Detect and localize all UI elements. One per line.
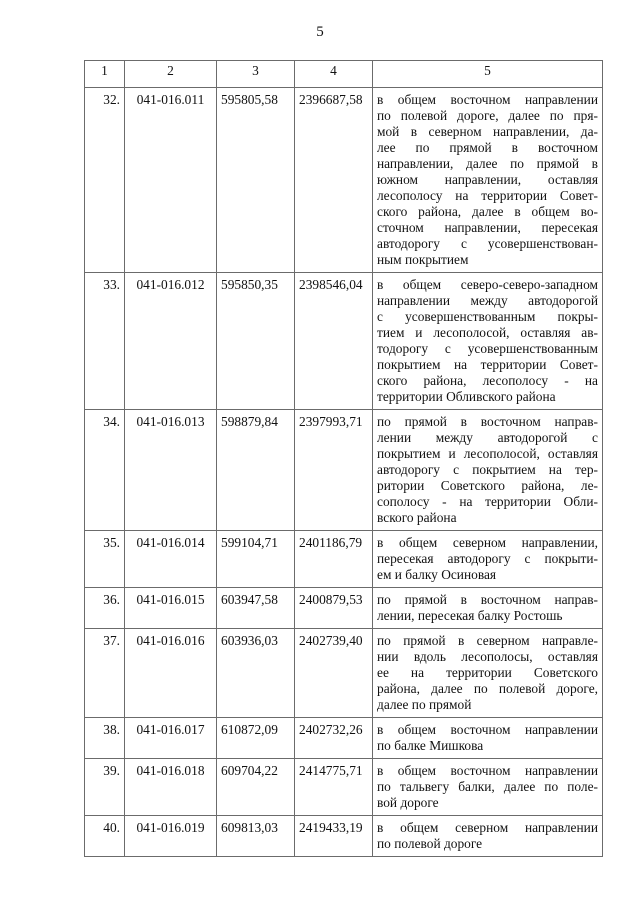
description-line: по полевой дороге [377,836,483,851]
coordinate-y: 2419433,19 [295,816,373,857]
coordinate-x: 595805,58 [217,88,295,273]
description-line: вой дороге [377,795,439,810]
column-header-x: 3 [217,61,295,88]
boundary-description [373,410,603,531]
description-line: по прямой в восточном направ- [377,414,598,429]
coordinate-y: 2400879,53 [295,588,373,629]
description-line: автодорогу с покрытием на тер- [377,462,598,477]
description-line: ритории Советского района, ле- [377,478,598,493]
row-number: 37. [85,629,125,718]
description-line: нии вдоль лесополосы, оставляя [377,649,598,664]
description-line: автодорогу с усовершенствован- [377,236,598,251]
coordinate-x: 603947,58 [217,588,295,629]
description-line: лении между автодорогой с [377,430,598,445]
column-header-code: 2 [125,61,217,88]
column-header-description: 5 [373,61,603,88]
description-line: тодорогу с усовершенствованным [377,341,598,356]
description-line: лесополосу на территории Совет- [377,188,598,203]
boundary-description [373,759,603,816]
point-code: 041-016.017 [125,718,217,759]
coordinate-y: 2414775,71 [295,759,373,816]
description-line: ем и балку Осиновая [377,567,497,582]
description-line: далее по прямой [377,697,472,712]
description-line: пересекая автодорогу с покрыти- [377,551,598,566]
description-line: ным покрытием [377,252,469,267]
description-line: в общем восточном направлении [377,722,598,737]
description-line: южном направлении, оставляя [377,172,598,187]
description-line: направлении между автодорогой [377,293,598,308]
table-row [85,718,603,759]
point-code: 041-016.014 [125,531,217,588]
description-line: по прямой в восточном направ- [377,592,598,607]
page-number: 5 [316,24,324,40]
row-number: 38. [85,718,125,759]
table-row [85,531,603,588]
description-line: в общем северо-северо-западном [377,277,598,292]
description-line: в общем восточном направлении [377,763,598,778]
description-line: покрытием и лесополосой, оставляя [377,446,598,461]
description-line: с усовершенствованным покры- [377,309,598,324]
coordinate-x: 609704,22 [217,759,295,816]
point-code: 041-016.012 [125,273,217,410]
description-line: района, далее по полевой дороге, [377,681,598,696]
coordinate-y: 2397993,71 [295,410,373,531]
table-header-row [85,61,603,88]
column-header-number: 1 [85,61,125,88]
description-line: лее по прямой в восточном [377,140,598,155]
point-code: 041-016.015 [125,588,217,629]
boundary-description [373,588,603,629]
coordinate-y: 2398546,04 [295,273,373,410]
row-number: 32. [85,88,125,273]
row-number: 40. [85,816,125,857]
coordinate-x: 599104,71 [217,531,295,588]
description-line: вского района [377,510,457,525]
boundary-points-table [84,60,603,857]
description-line: ее на территории Советского [377,665,598,680]
description-line: по прямой в северном направле- [377,633,598,648]
coordinate-x: 609813,03 [217,816,295,857]
description-line: по полевой дороге, далее по пря- [377,108,598,123]
column-header-y: 4 [295,61,373,88]
table-row [85,88,603,273]
boundary-description [373,816,603,857]
description-line: в общем северном направлении, [377,535,598,550]
point-code: 041-016.018 [125,759,217,816]
table-row [85,629,603,718]
point-code: 041-016.013 [125,410,217,531]
row-number: 34. [85,410,125,531]
coordinate-x: 595850,35 [217,273,295,410]
description-line: территории Обливского района [377,389,556,404]
coordinate-y: 2396687,58 [295,88,373,273]
description-line: в общем северном направлении [377,820,598,835]
boundary-description [373,629,603,718]
row-number: 39. [85,759,125,816]
point-code: 041-016.011 [125,88,217,273]
boundary-description [373,273,603,410]
description-line: ского района, далее в общем во- [377,204,598,219]
table-row [85,588,603,629]
point-code: 041-016.019 [125,816,217,857]
description-line: лении, пересекая балку Ростошь [377,608,563,623]
description-line: по балке Мишкова [377,738,484,753]
boundary-description [373,531,603,588]
description-line: тием и лесополосой, оставляя ав- [377,325,598,340]
boundary-description [373,88,603,273]
description-line: сточном направлении, пересекая [377,220,598,235]
coordinate-x: 610872,09 [217,718,295,759]
description-line: покрытием на территории Совет- [377,357,598,372]
table-row [85,410,603,531]
description-line: сополосу - на территории Обли- [377,494,598,509]
boundary-description [373,718,603,759]
coordinate-x: 598879,84 [217,410,295,531]
table-row [85,816,603,857]
row-number: 33. [85,273,125,410]
description-line: направлении, далее по прямой в [377,156,598,171]
coordinate-y: 2402739,40 [295,629,373,718]
description-line: по тальвегу балки, далее по поле- [377,779,598,794]
coordinate-y: 2401186,79 [295,531,373,588]
coordinate-y: 2402732,26 [295,718,373,759]
table-row [85,759,603,816]
coordinate-x: 603936,03 [217,629,295,718]
description-line: мой в северном направлении, да- [377,124,598,139]
row-number: 36. [85,588,125,629]
point-code: 041-016.016 [125,629,217,718]
table-row [85,273,603,410]
description-line: в общем восточном направлении [377,92,598,107]
description-line: ского района, лесополосу - на [377,373,598,388]
row-number: 35. [85,531,125,588]
